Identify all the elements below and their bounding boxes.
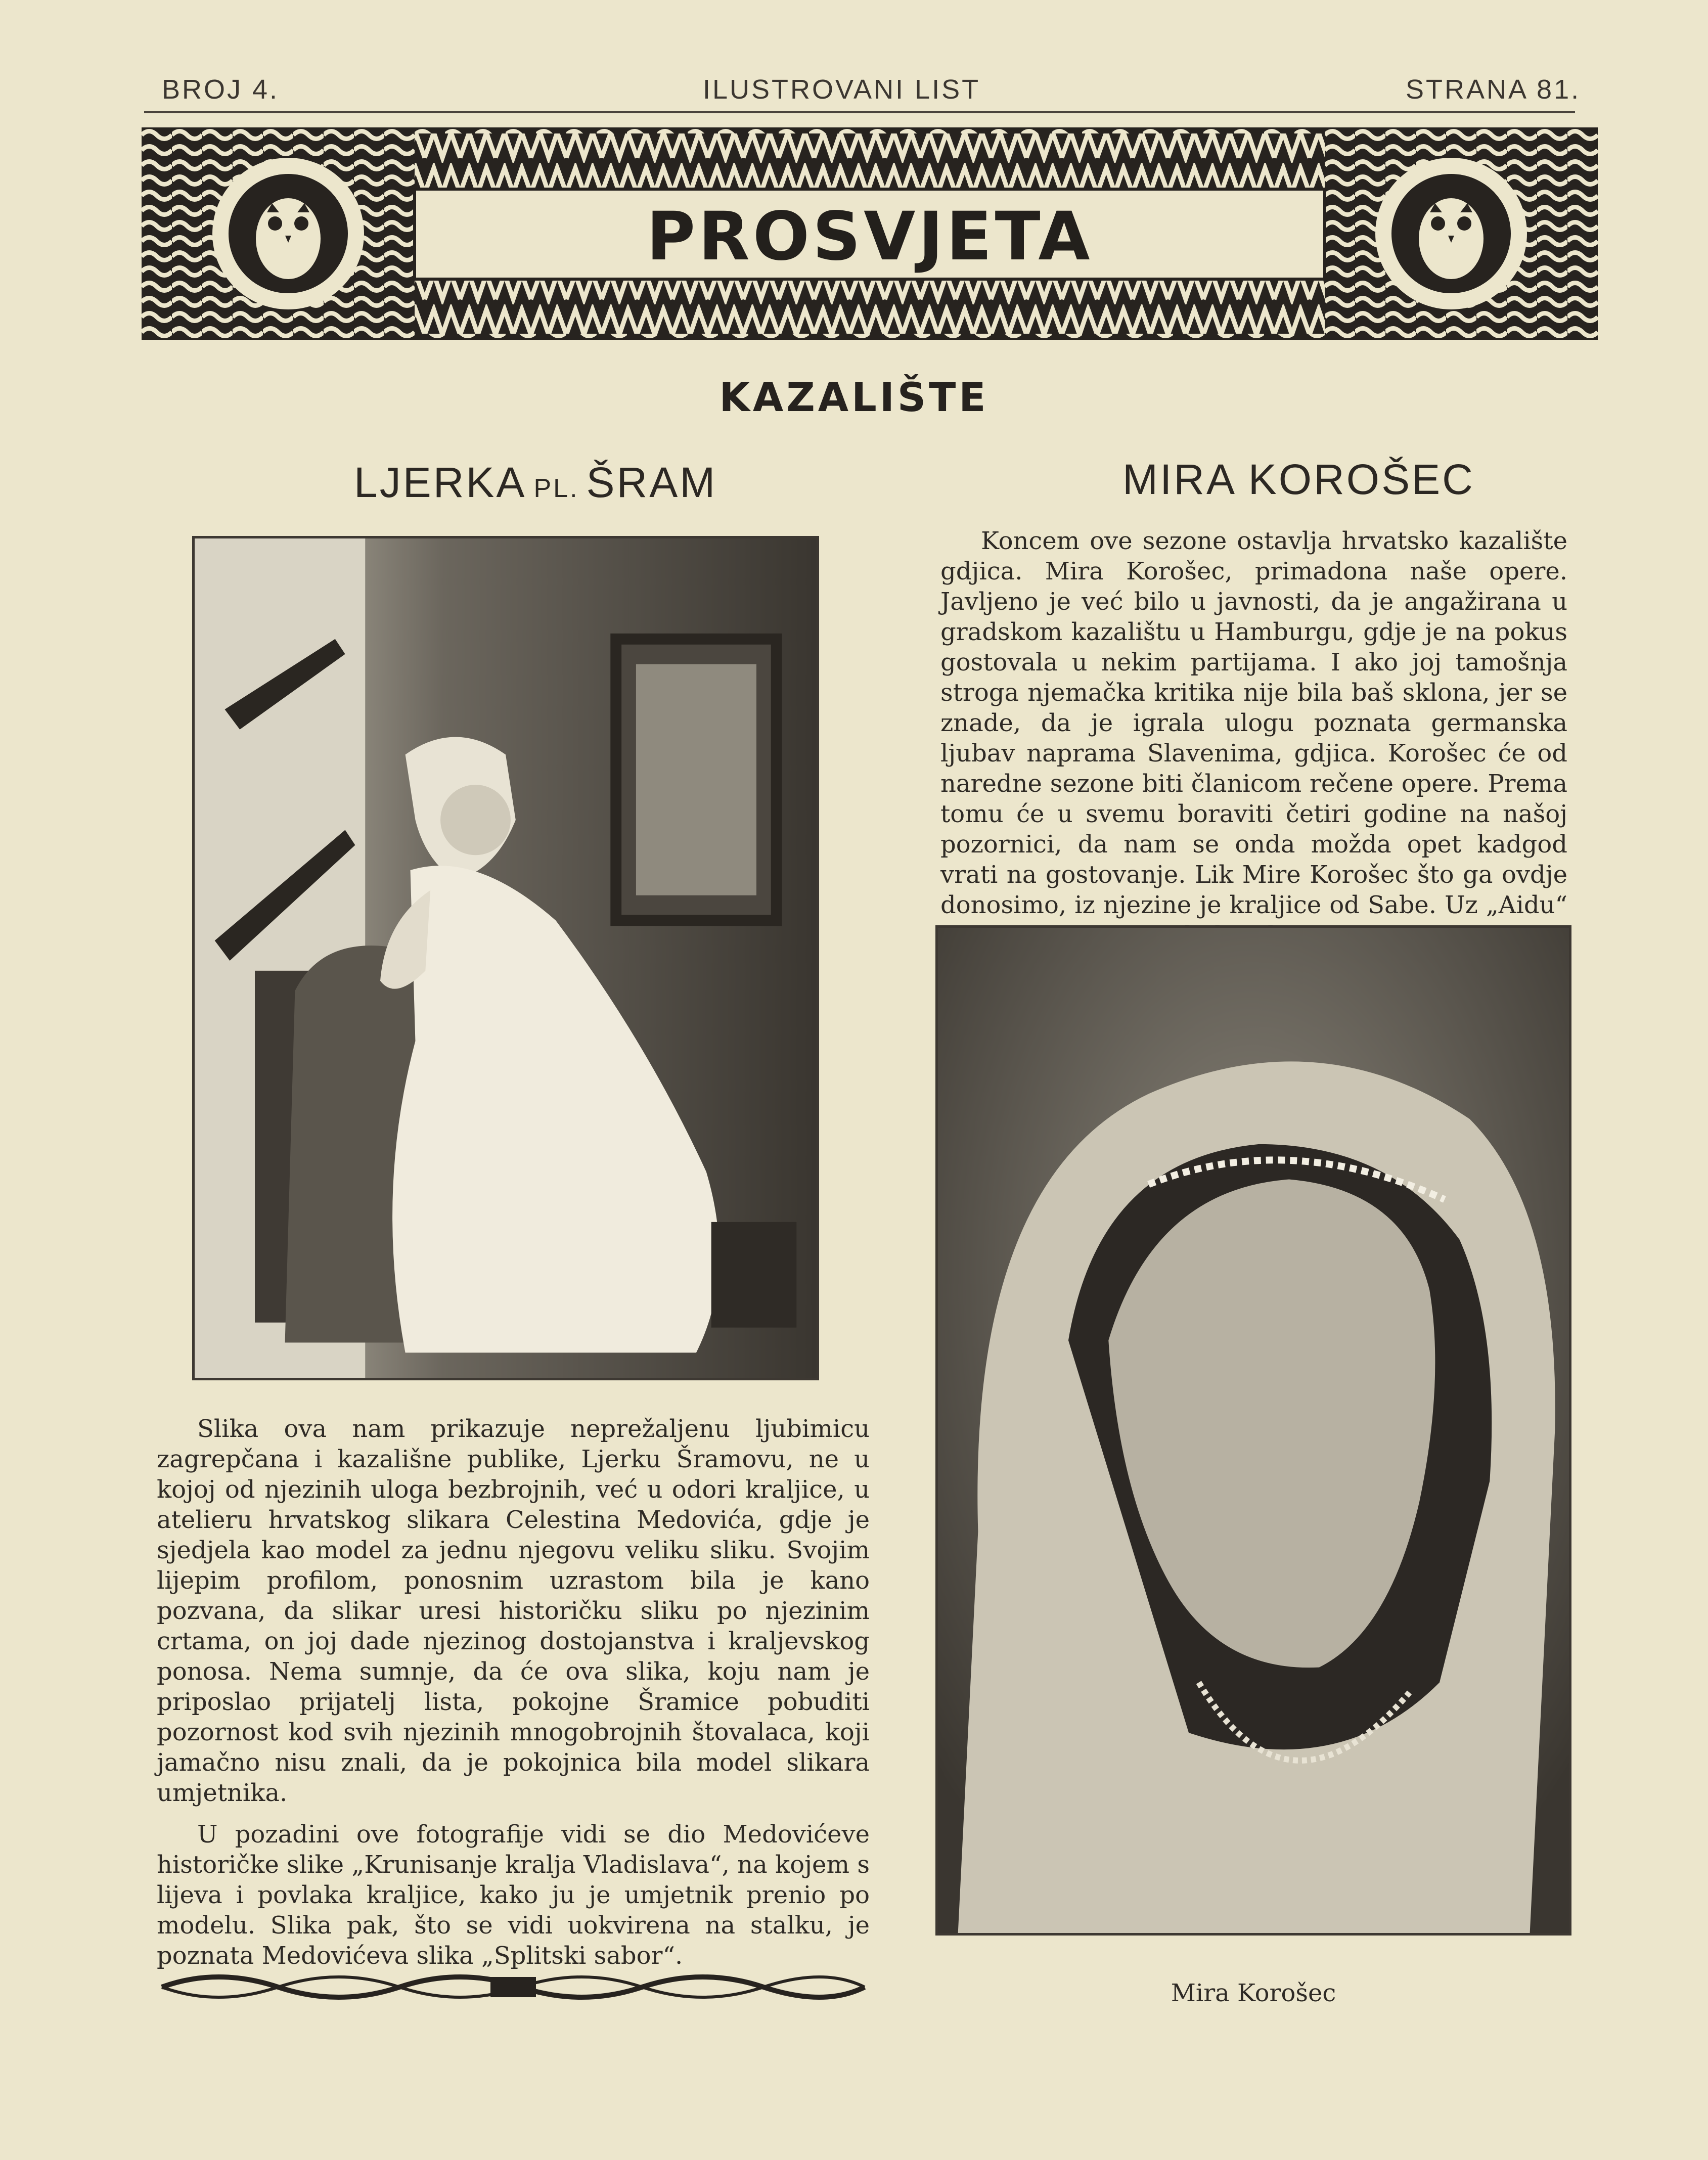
publication-name: ILUSTROVANI LIST [703,74,981,105]
right-article-headline: MIRA KOROŠEC [1122,456,1475,503]
atelier-scene-image [195,538,817,1378]
header-rule [144,111,1575,113]
portrait-image [938,928,1569,1933]
ljerka-sram-article [157,1414,870,1982]
mira-korosec-photo [935,925,1571,1936]
banner-title: PROSVJETA [646,198,1093,276]
article-paragraph: Slika ova nam prikazuje neprežaljenu ljubimicu zagrepčana i kazališne publike, Ljerku Šramovu, ne u kojoj od njezinih uloga bezbrojnih, već u odori kraljice, u atelieru hrvatskog slikara Celestina Medovića, gdje je sjedjela kao model za jednu njegovu veliku sliku. Svojim lijepim profilom, ponosnim uzrastom bila je kano pozvana, da slikar uresi historičku sliku po njezinim crtama, on joj dade njezinog dostojanstva i kraljevskog ponosa. Nema sumnje, da će ova slika, koju nam je priposlao prijatelj lista, pokojne Šramice pobuditi pozornost kod svih njezinih mnogobrojnih štovalaca, koji jamačno nisu znali, da je pokojnica bila model slikara umjetnika. [157,1415,870,1807]
photo-caption: Mira Korošec [1171,1979,1336,2007]
ljerka-sram-photo [192,536,819,1380]
section-title: KAZALIŠTE [719,375,989,421]
ornamental-divider [157,1967,870,2007]
left-article-headline [354,461,717,504]
mira-korosec-article [940,526,1567,962]
page-number: STRANA 81. [1406,74,1581,105]
headline-name: LJERKA [354,459,527,506]
headline-particle: PL. [533,474,579,503]
headline-surname: ŠRAM [586,459,717,506]
prosvjeta-banner [142,127,1598,340]
article-paragraph: U pozadini ove fotografije vidi se dio Medovićeve historičke slike „Krunisanje kralja Vladislava“, na kojem s lijeva i povlaka kraljice, kako ju je umjetnik prenio po modelu. Slika pak, što se vidi uokvirena na stalku, je poznata Medovićeva slika „Splitski sabor“. [157,1820,870,1970]
issue-number: BROJ 4. [162,74,280,105]
article-paragraph: Koncem ove sezone ostavlja hrvatsko kazalište gdjica. Mira Korošec, primadona naše opere. Javljeno je već bilo u javnosti, da je angažirana u gradskom kazalištu u Hamburgu, gdje je na pokus gostovala u nekim partijama. I ako joj tamošnja stroga njemačka kritika nije bila baš sklona, jer se znade, da je igrala ulogu poznata germanska ljubav naprama Slavenima, gdjica. Korošec će od naredne sezone biti članicom rečene opere. Prema tomu će u svemu boraviti četiri godine na našoj pozornici, da nam se onda možda opet kadgod vrati na gostovanje. Lik Mire Korošec što ga ovdje donosimo, iz njezine je kraljice od Sabe. Uz „Aidu“ [940,527,1567,919]
